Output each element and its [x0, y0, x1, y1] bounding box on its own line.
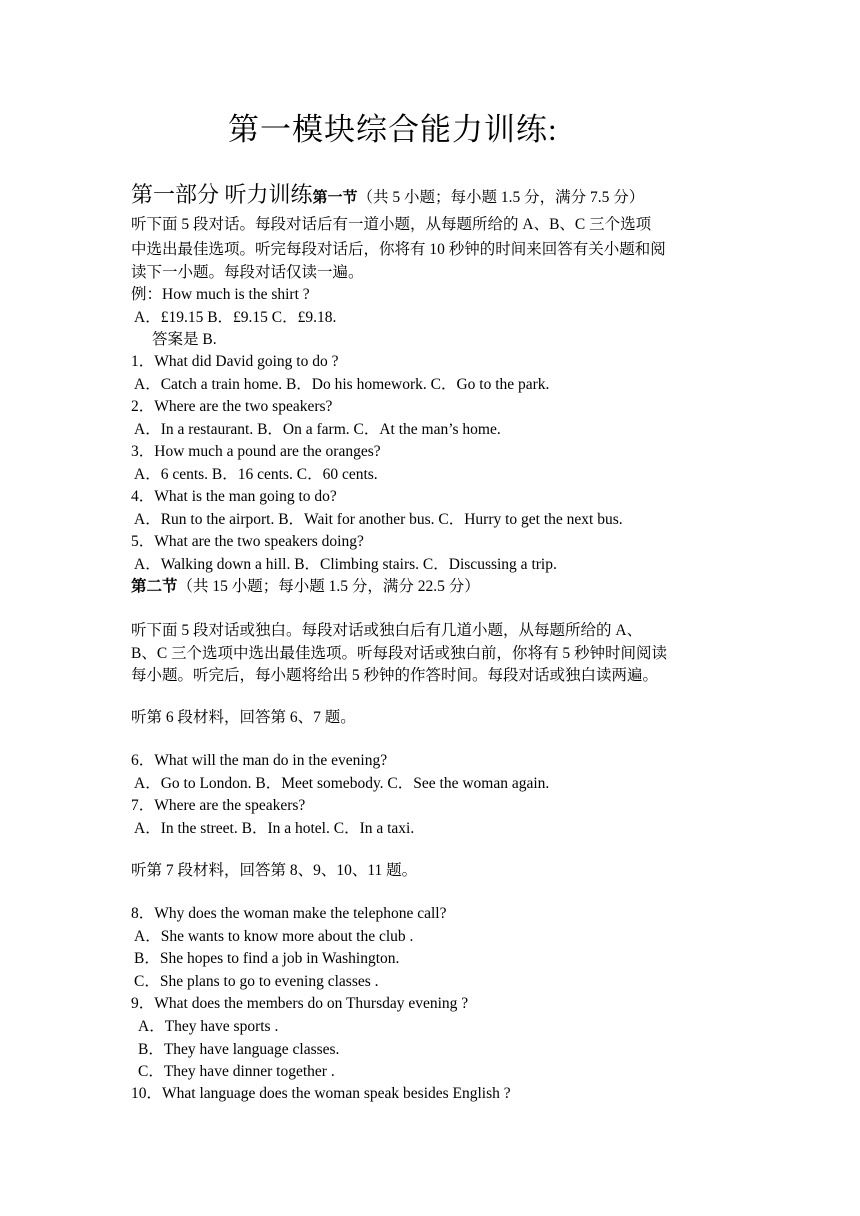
- instruction-line: B、C 三个选项中选出最佳选项。听每段对话或独白前，你将有 5 秒钟时间阅读: [131, 645, 668, 662]
- section2-label: 第二节: [131, 578, 178, 595]
- section2-heading: [131, 577, 480, 597]
- question-10: 10．What language does the woman speak besides English ?: [131, 1085, 511, 1102]
- question-8-option-a: A．She wants to know more about the club .: [134, 928, 414, 945]
- question-1: 1．What did David going to do ?: [131, 353, 339, 370]
- part1-heading: [131, 178, 644, 209]
- question-6: 6．What will the man do in the evening?: [131, 752, 388, 769]
- instruction-line: 读下一小题。每段对话仅读一遍。: [131, 264, 364, 281]
- question-8-option-b: B．She hopes to find a job in Washington.: [134, 950, 400, 967]
- question-7-options: A．In the street. B．In a hotel. C．In a taxi.: [134, 820, 415, 837]
- question-5-options: A．Walking down a hill. B．Climbing stairs. C．Discussing a trip.: [134, 556, 557, 573]
- question-9: 9．What does the members do on Thursday evening ?: [131, 995, 469, 1012]
- section2-note: （共 15 小题；每小题 1.5 分，满分 22.5 分）: [177, 578, 480, 595]
- question-4: 4．What is the man going to do?: [131, 488, 337, 505]
- part1-title: 第一部分 听力训练: [131, 182, 313, 207]
- question-5: 5．What are the two speakers doing?: [131, 533, 364, 550]
- question-9-option-b: B．They have language classes.: [138, 1041, 340, 1058]
- instruction-line: 中选出最佳选项。听完每段对话后，你将有 10 秒钟的时间来回答有关小题和阅: [131, 241, 666, 258]
- question-2-options: A．In a restaurant. B．On a farm. C．At the man’s home.: [134, 421, 501, 438]
- question-9-option-a: A．They have sports .: [138, 1018, 279, 1035]
- example-question: 例：How much is the shirt ?: [131, 286, 310, 303]
- question-8: 8．Why does the woman make the telephone call?: [131, 905, 447, 922]
- section1-note: （共 5 小题；每小题 1.5 分，满分 7.5 分）: [357, 189, 645, 206]
- question-2: 2．Where are the two speakers?: [131, 398, 333, 415]
- question-4-options: A．Run to the airport. B．Wait for another bus. C．Hurry to get the next bus.: [134, 511, 623, 528]
- instruction-line: 听下面 5 段对话或独白。每段对话或独白后有几道小题，从每题所给的 A、: [131, 622, 643, 639]
- page-title: 第一模块综合能力训练:: [228, 112, 558, 147]
- question-7: 7．Where are the speakers?: [131, 797, 306, 814]
- example-answer: 答案是 B.: [152, 331, 217, 348]
- material-7-heading: 听第 7 段材料，回答第 8、9、10、11 题。: [131, 862, 418, 879]
- question-9-option-c: C．They have dinner together .: [138, 1063, 335, 1080]
- example-options: A．£19.15 B．£9.15 C．£9.18.: [134, 309, 337, 326]
- question-3-options: A．6 cents. B．16 cents. C．60 cents.: [134, 466, 378, 483]
- question-3: 3．How much a pound are the oranges?: [131, 443, 381, 460]
- question-1-options: A．Catch a train home. B．Do his homework. C．Go to the park.: [134, 376, 550, 393]
- question-6-options: A．Go to London. B．Meet somebody. C．See the woman again.: [134, 775, 550, 792]
- section1-label: 第一节: [312, 190, 358, 206]
- material-6-heading: 听第 6 段材料，回答第 6、7 题。: [131, 709, 356, 726]
- instruction-line: 听下面 5 段对话。每段对话后有一道小题，从每题所给的 A、B、C 三个选项: [131, 216, 652, 233]
- question-8-option-c: C．She plans to go to evening classes .: [134, 973, 379, 990]
- instruction-line: 每小题。听完后，每小题将给出 5 秒钟的作答时间。每段对话或独白读两遍。: [131, 667, 659, 684]
